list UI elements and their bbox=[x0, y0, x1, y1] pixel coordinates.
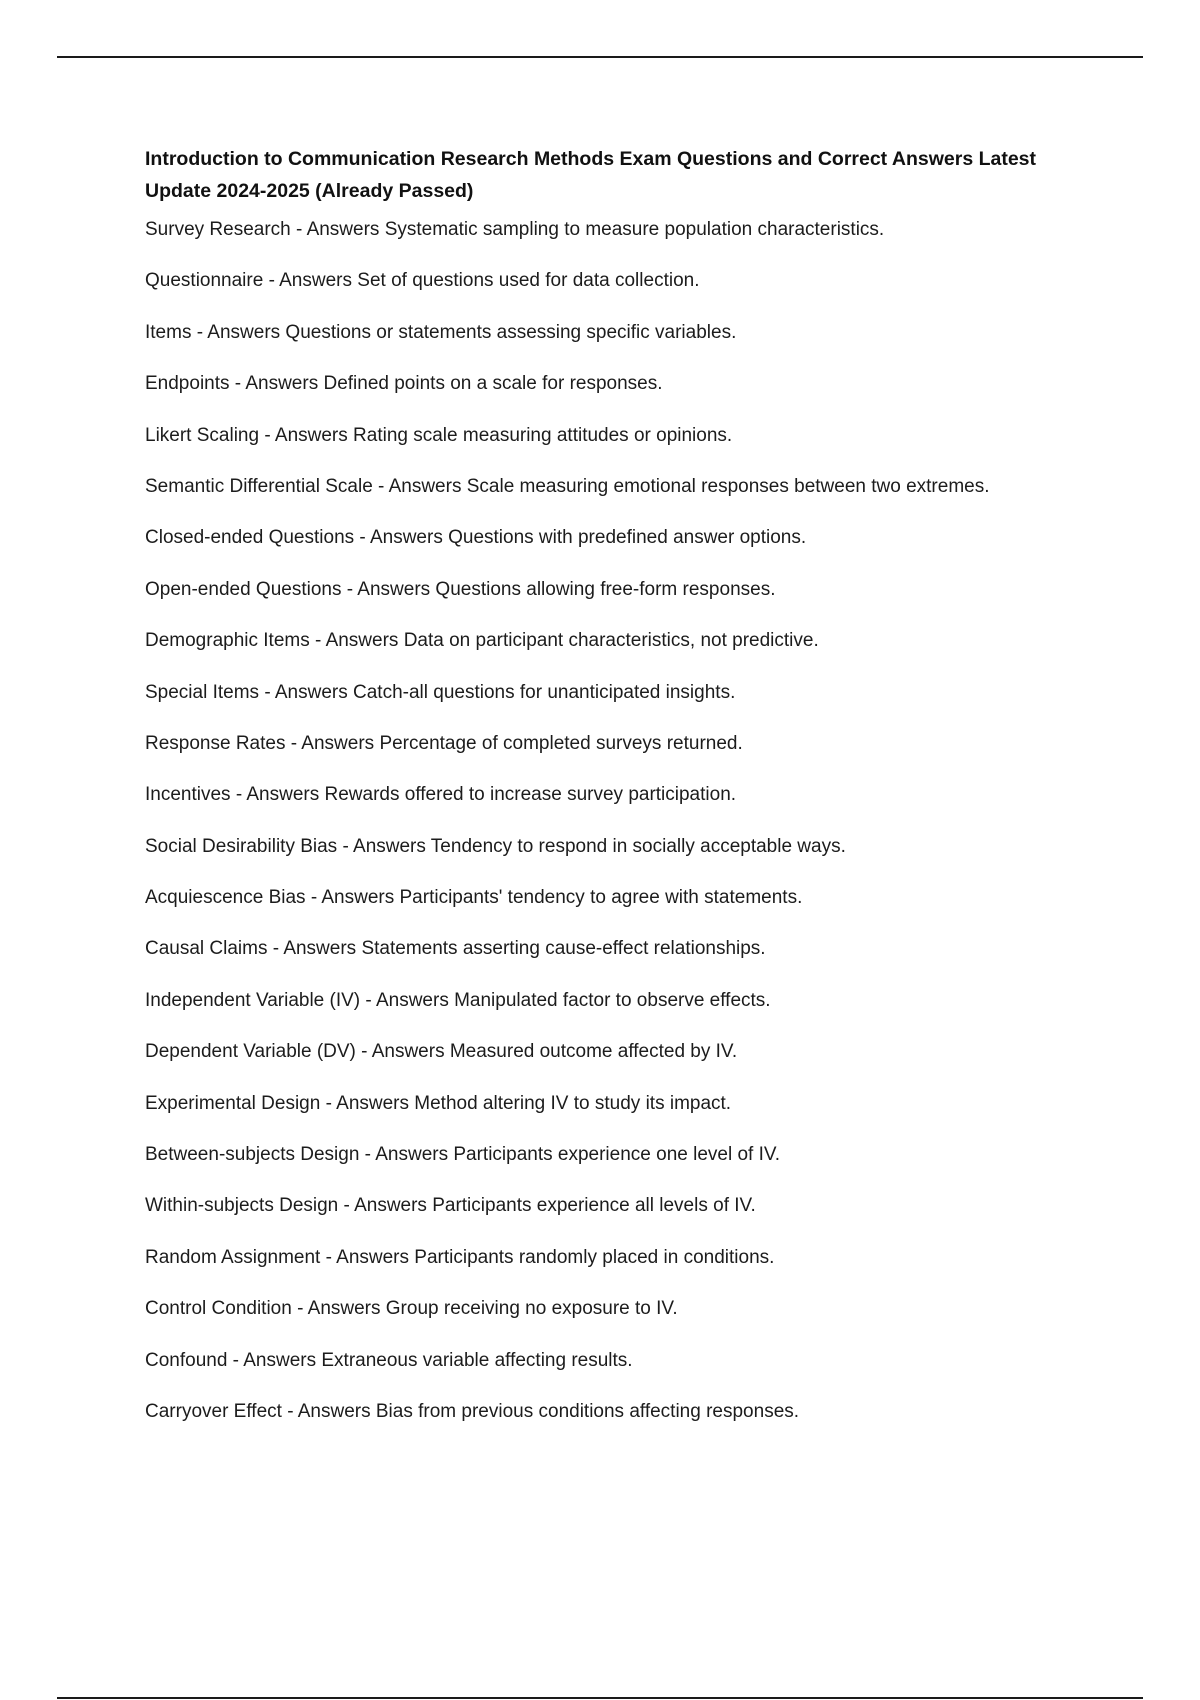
qa-item: Open-ended Questions - Answers Questions allowing free-form responses. bbox=[145, 578, 776, 600]
qa-item: Experimental Design - Answers Method altering IV to study its impact. bbox=[145, 1092, 732, 1114]
qa-item: Closed-ended Questions - Answers Questions with predefined answer options. bbox=[145, 527, 807, 549]
qa-item: Semantic Differential Scale - Answers Scale measuring emotional responses between two extremes. bbox=[145, 475, 990, 497]
qa-item: Causal Claims - Answers Statements asserting cause-effect relationships. bbox=[145, 938, 766, 960]
footer-rule bbox=[57, 1697, 1143, 1699]
qa-item: Demographic Items - Answers Data on participant characteristics, not predictive. bbox=[145, 630, 819, 652]
qa-item: Response Rates - Answers Percentage of completed surveys returned. bbox=[145, 732, 743, 754]
qa-item: Dependent Variable (DV) - Answers Measured outcome affected by IV. bbox=[145, 1041, 738, 1063]
qa-item: Social Desirability Bias - Answers Tendency to respond in socially acceptable ways. bbox=[145, 835, 846, 857]
qa-item: Confound - Answers Extraneous variable affecting results. bbox=[145, 1349, 633, 1371]
qa-item: Likert Scaling - Answers Rating scale measuring attitudes or opinions. bbox=[145, 424, 733, 446]
qa-item: Between-subjects Design - Answers Participants experience one level of IV. bbox=[145, 1144, 781, 1166]
header-rule bbox=[57, 56, 1143, 58]
qa-list bbox=[145, 218, 1065, 1424]
qa-item: Independent Variable (IV) - Answers Manipulated factor to observe effects. bbox=[145, 989, 771, 1011]
qa-item: Carryover Effect - Answers Bias from previous conditions affecting responses. bbox=[145, 1400, 800, 1422]
qa-item: Control Condition - Answers Group receiving no exposure to IV. bbox=[145, 1298, 678, 1320]
qa-item: Items - Answers Questions or statements assessing specific variables. bbox=[145, 321, 737, 343]
qa-item: Survey Research - Answers Systematic sampling to measure population characteristics. bbox=[145, 219, 885, 240]
qa-item: Within-subjects Design - Answers Participants experience all levels of IV. bbox=[145, 1195, 756, 1217]
qa-item: Random Assignment - Answers Participants randomly placed in conditions. bbox=[145, 1246, 775, 1268]
qa-item: Special Items - Answers Catch-all questions for unanticipated insights. bbox=[145, 681, 736, 703]
document-body bbox=[145, 143, 1065, 1451]
qa-item: Questionnaire - Answers Set of questions used for data collection. bbox=[145, 270, 700, 292]
qa-item: Acquiescence Bias - Answers Participants' tendency to agree with statements. bbox=[145, 887, 803, 909]
document-title: Introduction to Communication Research Methods Exam Questions and Correct Answers Latest Update 2024-2025 (Already Passed) bbox=[145, 148, 1037, 202]
qa-item: Incentives - Answers Rewards offered to increase survey participation. bbox=[145, 784, 737, 806]
qa-item: Endpoints - Answers Defined points on a scale for responses. bbox=[145, 373, 663, 395]
